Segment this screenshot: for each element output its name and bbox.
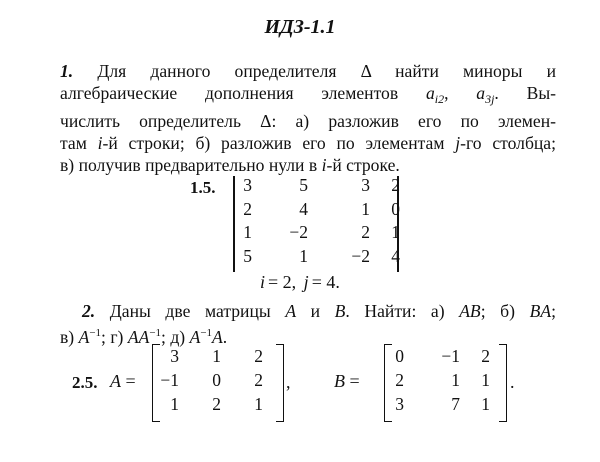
matrix-a-cell-r1-c1: 3 bbox=[170, 346, 179, 366]
page-title: ИДЗ-1.1 bbox=[264, 16, 336, 38]
matrix-b-cell-r1-c3: 2 bbox=[481, 346, 490, 366]
matrix-a-cell-r1-c2: 1 bbox=[212, 346, 221, 366]
determinant-cell-r3-c3: 2 bbox=[361, 222, 370, 242]
matrix-b-cell-r3-c1: 3 bbox=[395, 394, 404, 414]
matrix-b-name: B = bbox=[334, 371, 360, 391]
determinant-condition: i = 2, j = 4. bbox=[260, 272, 340, 292]
determinant-cell-r1-c3: 3 bbox=[361, 175, 370, 195]
matrix-b-cell-r2-c2: 1 bbox=[451, 370, 460, 390]
matrix-b-right-bracket bbox=[499, 344, 507, 422]
determinant-cell-r4-c4: 4 bbox=[391, 245, 400, 266]
task-1-line-2: алгебраические дополнения элементов $a_{i2}$, $a_{3j}$. Вы- bbox=[60, 83, 557, 106]
determinant-cell-r2-c1: 2 bbox=[243, 198, 252, 219]
determinant-cell-r3-c2: −2 bbox=[289, 222, 308, 242]
matrix-b-cell-r1-c1: 0 bbox=[395, 346, 404, 366]
matrix-b-dot: . bbox=[510, 372, 515, 392]
matrix-a-cell-r3-c2: 2 bbox=[212, 394, 221, 414]
matrix-b-cell-r3-c2: 7 bbox=[451, 394, 460, 414]
matrix-a-cell-r2-c3: 2 bbox=[254, 370, 263, 390]
matrix-a-cell-r1-c3: 2 bbox=[254, 346, 263, 366]
matrix-a-cell-r2-c2: 0 bbox=[212, 370, 221, 390]
task-2-line-2: в) $A^{-1}$; г) $AA^{-1}$; д) $A^{-1}A$. bbox=[60, 327, 228, 347]
determinant-cell-r2-c2: 4 bbox=[299, 198, 308, 219]
task-1 bbox=[60, 60, 556, 176]
matrix-b-cell-r2-c1: 2 bbox=[395, 370, 404, 390]
matrix-b-cell-r2-c3: 1 bbox=[481, 370, 490, 390]
task-2-number: 2. bbox=[82, 301, 96, 321]
task-2 bbox=[60, 300, 556, 348]
matrix-a-comma: , bbox=[286, 372, 291, 392]
determinant-cell-r3-c4: 1 bbox=[391, 222, 400, 242]
task-1-line-4: там i-й строки; б) разложив его по элементам j-го столбца; bbox=[60, 133, 557, 153]
determinant-cell-r1-c4: 2 bbox=[391, 175, 400, 195]
determinant-cell-r4-c3: −2 bbox=[351, 245, 370, 266]
task-2-line-1: 2. Даны две матрицы A и B. Найти: а) AB; б) BA; bbox=[82, 301, 556, 321]
task-1-line-3: числить определитель Δ: а) разложив его по элемен- bbox=[60, 111, 556, 131]
determinant-label: 1.5. bbox=[190, 178, 216, 197]
determinant-cell-r3-c1: 1 bbox=[243, 222, 252, 242]
matrix-a-right-bracket bbox=[276, 344, 284, 422]
determinant-cell-r1-c2: 5 bbox=[299, 175, 308, 195]
determinant-cell-r1-c1: 3 bbox=[243, 175, 252, 195]
matrix-b-cell-r3-c3: 1 bbox=[481, 394, 490, 414]
matrix-a-cell-r3-c3: 1 bbox=[254, 394, 263, 414]
determinant-cell-r2-c3: 1 bbox=[361, 198, 370, 219]
matrix-a-name: A = bbox=[110, 371, 136, 391]
task-1-number: 1. bbox=[60, 61, 74, 81]
determinant-cell-r2-c4: 0 bbox=[391, 198, 400, 219]
determinant-cell-r4-c1: 5 bbox=[243, 245, 252, 266]
determinant-cell-r4-c2: 1 bbox=[299, 245, 308, 266]
matrix-a-cell-r2-c1: −1 bbox=[160, 370, 179, 390]
matrix-b-cell-r1-c2: −1 bbox=[441, 346, 460, 366]
matrix-a-cell-r3-c1: 1 bbox=[170, 394, 179, 414]
task-1-line-1: 1. Для данного определителя Δ найти миноры и bbox=[60, 61, 556, 81]
task-1-line-5: в) получив предварительно нули в i-й строке. bbox=[60, 155, 400, 175]
matrices-label: 2.5. bbox=[72, 373, 98, 392]
